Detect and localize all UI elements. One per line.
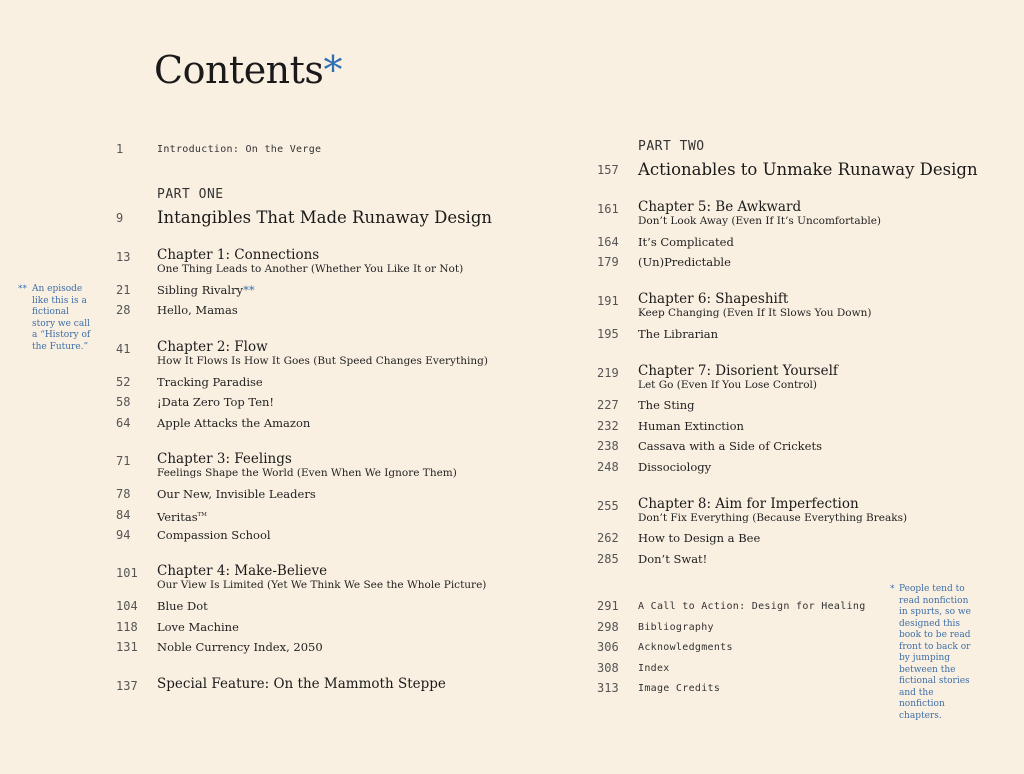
page-number: 313 [597, 681, 619, 695]
entry-label: Tracking Paradise [157, 375, 263, 389]
side-note-text: People tend to read nonfiction in spurts, so we designed this book to be read front to back or by jumping between the fictional stories and the nonfiction chapters. [899, 584, 971, 721]
title-asterisk: * [323, 48, 342, 92]
part-two-label: PART TWO [638, 139, 705, 154]
entry-label: A Call to Action: Design for Healing [638, 601, 866, 612]
entry-label: Veritas™ [157, 509, 207, 524]
page-number: 118 [116, 620, 138, 634]
page-number: 164 [597, 235, 619, 249]
entry-label: Blue Dot [157, 599, 208, 613]
chapter-title: Chapter 1: Connections [157, 247, 320, 263]
entry-label: ¡Data Zero Top Ten! [157, 395, 275, 409]
chapter-subtitle: Let Go (Even If You Lose Control) [638, 379, 817, 391]
asterisk-icon: * [890, 584, 895, 594]
entry-label: Noble Currency Index, 2050 [157, 640, 323, 654]
page-number: 64 [116, 416, 131, 430]
entry-label: Apple Attacks the Amazon [157, 416, 311, 430]
part-two-title: Actionables to Unmake Runaway Design [638, 160, 978, 179]
chapter-title: Chapter 8: Aim for Imperfection [638, 496, 859, 512]
page-number: 1 [116, 142, 124, 156]
side-note-reading [890, 584, 973, 722]
chapter-title: Chapter 2: Flow [157, 339, 268, 355]
page-number: 9 [116, 211, 124, 225]
page-number: 78 [116, 487, 131, 501]
page-number: 262 [597, 531, 619, 545]
page-number: 94 [116, 528, 131, 542]
page-number: 191 [597, 294, 619, 308]
footnote-mark: ** [243, 283, 255, 297]
entry-label: Sibling Rivalry** [157, 283, 255, 297]
chapter-title: Special Feature: On the Mammoth Steppe [157, 676, 446, 692]
page-number: 227 [597, 398, 619, 412]
side-note-fiction [18, 284, 94, 353]
page-number: 52 [116, 375, 131, 389]
entry-label: Don’t Swat! [638, 552, 708, 566]
entry-label: The Librarian [638, 327, 719, 341]
page-number: 306 [597, 640, 619, 654]
chapter-title: Chapter 5: Be Awkward [638, 199, 802, 215]
chapter-title: Chapter 4: Make-Believe [157, 563, 328, 579]
page-number: 131 [116, 640, 138, 654]
entry-label: Love Machine [157, 620, 239, 634]
entry-label: Acknowledgments [638, 642, 733, 653]
part-one-label: PART ONE [157, 187, 224, 202]
chapter-subtitle: Feelings Shape the World (Even When We Ignore Them) [157, 467, 457, 479]
entry-label: How to Design a Bee [638, 531, 761, 545]
page-number: 13 [116, 250, 131, 264]
trademark-mark: TM [197, 512, 207, 518]
entry-label: Cassava with a Side of Crickets [638, 439, 822, 453]
chapter-subtitle: How It Flows Is How It Goes (But Speed Changes Everything) [157, 355, 488, 367]
entry-label: Human Extinction [638, 419, 744, 433]
entry-label: The Sting [638, 398, 695, 412]
entry-label: Introduction: On the Verge [157, 144, 322, 155]
page-number: 179 [597, 255, 619, 269]
chapter-subtitle: Keep Changing (Even If It Slows You Down) [638, 307, 872, 319]
page-number: 255 [597, 499, 619, 513]
part-one-title: Intangibles That Made Runaway Design [157, 208, 493, 227]
page-number: 41 [116, 342, 131, 356]
page-title [154, 48, 342, 92]
page-number: 84 [116, 508, 131, 522]
entry-label: Compassion School [157, 528, 271, 542]
page-number: 28 [116, 303, 131, 317]
page-number: 291 [597, 599, 619, 613]
page-number: 195 [597, 327, 619, 341]
entry-label: Dissociology [638, 460, 712, 474]
chapter-title: Chapter 7: Disorient Yourself [638, 363, 838, 379]
chapter-subtitle: Our View Is Limited (Yet We Think We See the Whole Picture) [157, 579, 487, 591]
chapter-subtitle: One Thing Leads to Another (Whether You Like It or Not) [157, 263, 464, 275]
entry-label: Hello, Mamas [157, 303, 238, 317]
chapter-title: Chapter 3: Feelings [157, 451, 292, 467]
double-asterisk-icon: ** [18, 284, 27, 294]
page-number: 298 [597, 620, 619, 634]
chapter-title: Chapter 6: Shapeshift [638, 291, 789, 307]
page-number: 21 [116, 283, 131, 297]
page-number: 238 [597, 439, 619, 453]
page-number: 157 [597, 163, 619, 177]
entry-label: Image Credits [638, 683, 721, 694]
entry-label: It’s Complicated [638, 235, 734, 249]
chapter-subtitle: Don’t Fix Everything (Because Everything Breaks) [638, 512, 908, 524]
page-number: 161 [597, 202, 619, 216]
entry-label: (Un)Predictable [638, 255, 731, 269]
page-number: 285 [597, 552, 619, 566]
page-number: 232 [597, 419, 619, 433]
page-number: 71 [116, 454, 131, 468]
page-number: 58 [116, 395, 131, 409]
page-number: 219 [597, 366, 619, 380]
chapter-subtitle: Don’t Look Away (Even If It’s Uncomfortable) [638, 215, 882, 227]
side-note-text: An episode like this is a fictional story we call a “History of the Future.” [32, 284, 91, 352]
page-number: 137 [116, 679, 138, 693]
title-text: Contents [154, 48, 324, 92]
page-number: 308 [597, 661, 619, 675]
page-number: 248 [597, 460, 619, 474]
entry-label: Bibliography [638, 622, 714, 633]
page-number: 104 [116, 599, 138, 613]
page-number: 101 [116, 566, 138, 580]
entry-label: Index [638, 663, 670, 674]
entry-label: Our New, Invisible Leaders [157, 487, 316, 501]
